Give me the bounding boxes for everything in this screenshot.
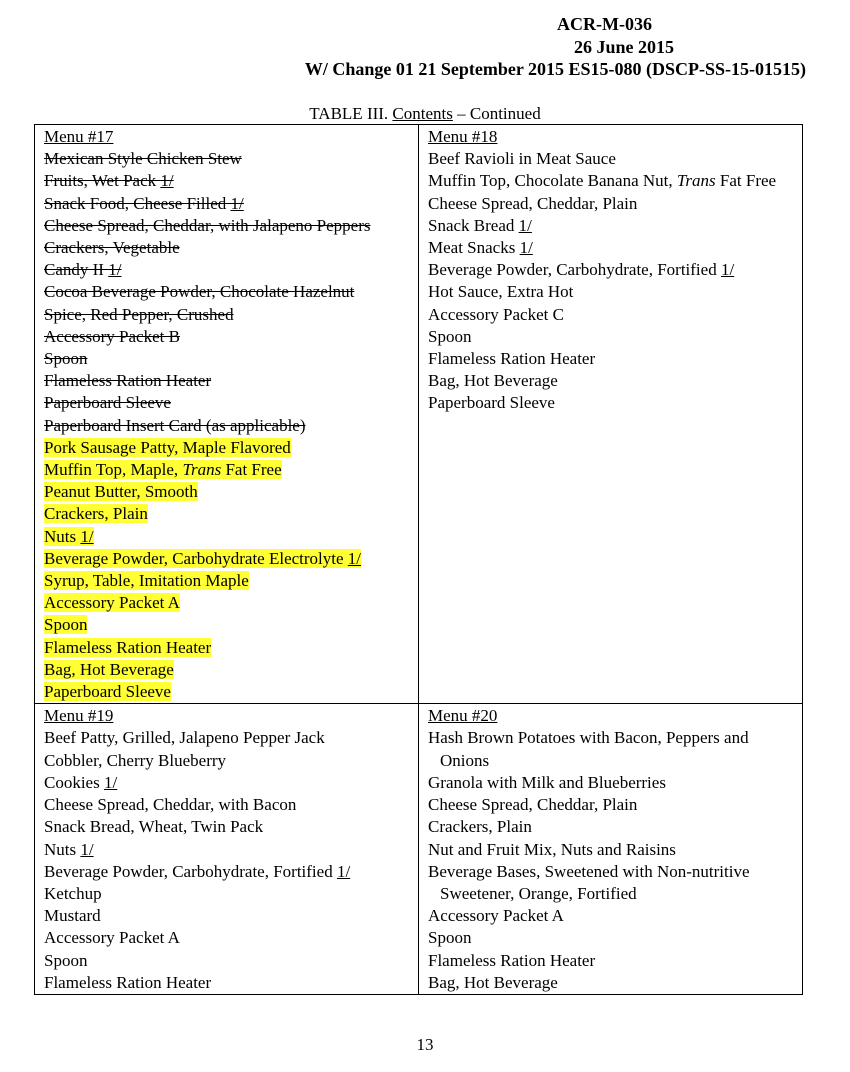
list-item: [428, 237, 794, 259]
item-text: [428, 795, 637, 814]
item-label: Cheese Spread, Cheddar, with Jalapeno Peppers: [44, 215, 371, 235]
item-text: [44, 238, 180, 257]
document-id: ACR-M-036: [557, 14, 652, 34]
item-text: [44, 149, 242, 168]
list-item: [428, 861, 794, 905]
list-item: [44, 392, 410, 414]
menu-cell: [35, 704, 419, 995]
item-label: Paperboard Sleeve: [428, 393, 555, 413]
document-date: 26 June 2015: [573, 37, 674, 57]
item-label: Hot Sauce, Extra Hot: [428, 282, 574, 302]
item-label: Beverage Powder, Carbohydrate, Fortified: [428, 260, 721, 280]
item-label: Crackers, Vegetable: [44, 238, 180, 258]
item-text: [44, 438, 291, 457]
item-text: [44, 504, 148, 523]
item-text: [44, 305, 234, 324]
item-italic: Trans: [676, 171, 716, 191]
item-text: [44, 527, 94, 546]
footnote-ref: 1/: [720, 260, 735, 280]
list-item: [44, 772, 410, 794]
list-item: [428, 281, 794, 303]
list-item: [44, 927, 410, 949]
list-item: [428, 170, 794, 192]
list-item: [44, 459, 410, 481]
list-item: [428, 392, 794, 414]
list-item: [428, 370, 794, 392]
menu-cell: [35, 125, 419, 704]
item-label: Nut and Fruit Mix, Nuts and Raisins: [428, 839, 676, 859]
list-item: [428, 727, 794, 771]
item-text: [44, 928, 180, 947]
item-label: Accessory Packet A: [44, 928, 180, 948]
item-label: Flameless Ration Heater: [428, 950, 596, 970]
item-label: Accessory Packet A: [44, 593, 180, 613]
item-text: [44, 728, 325, 747]
item-label: Hash Brown Potatoes with Bacon, Peppers and Onions: [428, 728, 749, 770]
item-label: Bag, Hot Beverage: [428, 371, 558, 391]
item-text: [44, 884, 102, 903]
item-text: [44, 973, 211, 992]
item-label: Crackers, Plain: [428, 817, 532, 837]
item-text: [428, 238, 533, 257]
item-label: Cheese Spread, Cheddar, Plain: [428, 193, 638, 213]
footnote-ref: 1/: [80, 526, 94, 546]
list-item: [44, 215, 410, 237]
menu-cell: [419, 125, 803, 704]
item-text: [44, 393, 171, 412]
item-text: [44, 371, 211, 390]
item-label: Bag, Hot Beverage: [428, 972, 558, 992]
item-label: Accessory Packet A: [428, 906, 564, 926]
item-label-after: Fat Free: [221, 460, 282, 480]
list-item: [428, 348, 794, 370]
item-text: [428, 928, 471, 947]
list-item: [428, 259, 794, 281]
list-item: [44, 614, 410, 636]
item-label: Flameless Ration Heater: [44, 637, 212, 657]
item-text: [428, 282, 573, 301]
footnote-ref: 1/: [347, 548, 362, 568]
list-item: [44, 348, 410, 370]
list-item: [44, 659, 410, 681]
item-label: Crackers, Plain: [44, 504, 148, 524]
list-item: [428, 839, 794, 861]
list-item: [44, 727, 410, 749]
table-caption: [0, 103, 850, 125]
list-item: [44, 503, 410, 525]
list-item: [44, 950, 410, 972]
item-text: [44, 638, 211, 657]
item-text: [428, 862, 750, 903]
item-label: Beverage Powder, Carbohydrate Electrolyte: [44, 548, 348, 568]
list-item: [44, 637, 410, 659]
list-item: [44, 481, 410, 503]
item-label: Flameless Ration Heater: [44, 972, 212, 992]
list-item: [428, 304, 794, 326]
item-label: Mexican Style Chicken Stew: [44, 149, 242, 169]
item-label: Spice, Red Pepper, Crushed: [44, 304, 234, 324]
item-text: [428, 840, 676, 859]
item-text: [44, 216, 370, 235]
item-text: [44, 773, 117, 792]
item-text: [428, 393, 555, 412]
item-label: Ketchup: [44, 883, 102, 903]
item-text: [428, 349, 595, 368]
list-item: [44, 193, 410, 215]
item-text: [44, 951, 87, 970]
item-text: [428, 973, 558, 992]
item-label: Cobbler, Cherry Blueberry: [44, 750, 227, 770]
item-text: [44, 482, 198, 501]
list-item: [44, 415, 410, 437]
caption-prefix: TABLE III.: [309, 104, 393, 123]
item-label: Cheese Spread, Cheddar, with Bacon: [44, 795, 297, 815]
item-text: [428, 951, 595, 970]
list-item: [44, 750, 410, 772]
item-label-after: Fat Free: [715, 171, 777, 191]
item-text: [428, 216, 532, 235]
item-text: [44, 840, 94, 859]
page-number: 13: [416, 1035, 434, 1054]
list-item: [428, 794, 794, 816]
item-italic: Trans: [182, 460, 222, 480]
footnote-ref: 1/: [336, 861, 351, 881]
item-label: Snack Bread, Wheat, Twin Pack: [44, 817, 264, 837]
change-notice: W/ Change 01 21 September 2015 ES15-080 (DSCP-SS-15-01515): [304, 59, 806, 79]
item-text: [44, 862, 350, 881]
list-item: [44, 148, 410, 170]
contents-table: [34, 124, 803, 995]
footnote-ref: 1/: [108, 260, 122, 280]
item-text: [44, 817, 263, 836]
item-text: [44, 751, 226, 770]
list-item: [428, 905, 794, 927]
item-label: Pork Sausage Patty, Maple Flavored: [44, 437, 291, 457]
item-text: [428, 194, 637, 213]
footnote-ref: 1/: [103, 772, 118, 792]
item-text: [44, 282, 354, 301]
item-text: [44, 260, 121, 279]
list-item: [44, 304, 410, 326]
footnote-ref: 1/: [518, 215, 532, 235]
item-label: Cheese Spread, Cheddar, Plain: [428, 795, 638, 815]
item-label: Snack Bread: [428, 215, 519, 235]
footnote-ref: 1/: [519, 238, 533, 258]
item-text: [44, 682, 171, 701]
list-item: [44, 972, 410, 994]
item-text: [428, 260, 734, 279]
item-label: Accessory Packet C: [428, 304, 564, 324]
item-label: Cocoa Beverage Powder, Chocolate Hazelnut: [44, 282, 355, 302]
list-item: [44, 526, 410, 548]
item-label: Flameless Ration Heater: [428, 349, 596, 369]
list-item: [44, 905, 410, 927]
item-label: Peanut Butter, Smooth: [44, 482, 198, 502]
list-item: [44, 281, 410, 303]
item-text: [44, 593, 180, 612]
item-label: Snack Food, Cheese Filled: [44, 193, 231, 213]
list-item: [44, 170, 410, 192]
list-item: [44, 592, 410, 614]
menu-title: Menu #17: [44, 127, 114, 146]
item-text: [428, 906, 564, 925]
item-label: Flameless Ration Heater: [44, 371, 212, 391]
item-text: [44, 571, 249, 590]
list-item: [44, 237, 410, 259]
caption-underlined: Contents: [392, 104, 453, 123]
list-item: [428, 148, 794, 170]
item-text: [428, 817, 532, 836]
item-text: [44, 795, 296, 814]
item-text: [428, 149, 616, 168]
item-text: [44, 549, 361, 568]
item-text: [44, 416, 306, 435]
item-text: [44, 349, 87, 368]
list-item: [44, 681, 410, 703]
menu-title: Menu #20: [428, 706, 498, 726]
footnote-ref: 1/: [160, 171, 174, 191]
item-label: Beef Ravioli in Meat Sauce: [428, 149, 616, 169]
item-label: Syrup, Table, Imitation Maple: [44, 571, 249, 591]
item-label: Candy II: [44, 260, 109, 280]
table-row: [35, 704, 803, 995]
list-item: [44, 861, 410, 883]
item-label: Beverage Powder, Carbohydrate, Fortified: [44, 861, 337, 881]
item-label: Spoon: [44, 349, 88, 369]
item-label: Mustard: [44, 906, 101, 926]
item-text: [44, 460, 282, 479]
list-item: [44, 883, 410, 905]
list-item: [428, 772, 794, 794]
list-item: [428, 950, 794, 972]
item-text: [44, 327, 180, 346]
item-label: Spoon: [428, 326, 472, 346]
item-label: Bag, Hot Beverage: [44, 659, 174, 679]
item-text: [44, 660, 174, 679]
item-label: Fruits, Wet Pack: [44, 171, 161, 191]
list-item: [44, 259, 410, 281]
item-label: Paperboard Insert Card (as applicable): [44, 415, 306, 435]
item-label: Spoon: [44, 950, 88, 970]
item-label: Muffin Top, Chocolate Banana Nut,: [428, 171, 677, 191]
item-text: [428, 773, 666, 792]
list-item: [44, 548, 410, 570]
menu-title: Menu #19: [44, 706, 114, 726]
item-label: Accessory Packet B: [44, 326, 180, 346]
list-item: [44, 437, 410, 459]
menu-title: Menu #18: [428, 127, 498, 146]
item-text: [428, 171, 776, 190]
list-item: [44, 816, 410, 838]
list-item: [428, 215, 794, 237]
item-label: Beef Patty, Grilled, Jalapeno Pepper Jack: [44, 728, 325, 748]
menu-cell: [419, 704, 803, 995]
item-text: [428, 728, 749, 769]
item-label: Nuts: [44, 526, 81, 546]
item-label: Beverage Bases, Sweetened with Non-nutritive Sweetener, Orange, Fortified: [428, 861, 750, 903]
item-text: [428, 371, 558, 390]
item-text: [44, 906, 101, 925]
list-item: [428, 816, 794, 838]
list-item: [428, 193, 794, 215]
list-item: [44, 570, 410, 592]
list-item: [44, 839, 410, 861]
list-item: [428, 972, 794, 994]
item-label: Muffin Top, Maple,: [44, 460, 183, 480]
list-item: [428, 326, 794, 348]
item-text: [428, 305, 564, 324]
caption-suffix: – Continued: [452, 104, 541, 123]
table-row: [35, 125, 803, 704]
item-text: [428, 327, 471, 346]
item-text: [44, 171, 174, 190]
item-label: Meat Snacks: [428, 238, 520, 258]
list-item: [428, 927, 794, 949]
item-label: Spoon: [428, 928, 472, 948]
item-label: Granola with Milk and Blueberries: [428, 772, 666, 792]
list-item: [44, 326, 410, 348]
item-label: Nuts: [44, 839, 81, 859]
item-text: [44, 615, 87, 634]
footnote-ref: 1/: [230, 193, 244, 213]
item-label: Paperboard Sleeve: [44, 393, 171, 413]
item-label: Cookies: [44, 772, 104, 792]
footnote-ref: 1/: [80, 839, 94, 859]
item-label: Paperboard Sleeve: [44, 682, 171, 702]
list-item: [44, 794, 410, 816]
list-item: [44, 370, 410, 392]
item-label: Spoon: [44, 615, 88, 635]
item-text: [44, 194, 244, 213]
